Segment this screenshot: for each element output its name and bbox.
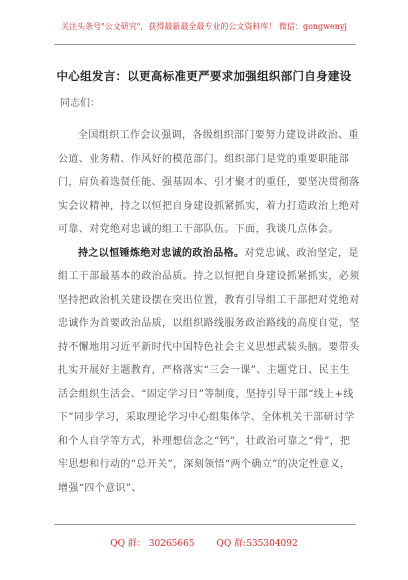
paragraph-loyalty xyxy=(58,242,360,501)
header-divider xyxy=(54,44,356,45)
footer-contacts xyxy=(0,536,408,549)
paragraph-intro: 全国组织工作会议强调，各级组织部门要努力建设讲政治、重公道、业务精、作风好的模范部门。组织部门是党的重要职能部门，肩负着选贤任能、强基固本、引才聚才的重任，要坚决贯彻落实会议精神，持之以恒把自身建设抓紧抓实，着力打造政治上绝对可靠、对党绝对忠诚的组工干部队伍。下面，我谈几点体会。 xyxy=(58,130,360,235)
header-banner: 关注头条号"公文研究"，获得最新最全最专业的公文资料库！ 微信：gongwenyj xyxy=(61,22,347,31)
qq-group-2: QQ 群:535304092 xyxy=(216,539,298,549)
document-body xyxy=(58,124,360,500)
document-title: 中心组发言：以更高标准更严要求加强组织部门自身建设 xyxy=(56,69,352,83)
salutation: 同志们： xyxy=(60,98,100,109)
paragraph-lead-heading: 持之以恒锤炼绝对忠诚的政治品格。 xyxy=(78,247,245,259)
footer-divider xyxy=(54,524,356,525)
paragraph-loyalty-text: 对党忠诚、政治坚定，是组工干部最基本的政治品质。持之以恒把自身建设抓紧抓实，必须坚持把政治机关建设摆在突出位置，教育引导组工干部把对党绝对忠诚作为首要政治品质，以组织路线服务政治路线的高度自觉，坚持不懈地用习近平新时代中国特色社会主义思想武装头脑。要带头扎实开展好主题教育，严格落实“三会一课”、主题党日、民主生活会组织生活会、“固定学习日”等制度，坚持引导干部“线上+线下”同步学习，采取理论学习中心组集体学、全体机关干部研讨学和个人自学等方式，补理想信念之“钙”，壮政治可靠之“骨”，把牢思想和行动的“总开关”，深刻领悟“两个确立”的决定性意义，增强“四个意识”、 xyxy=(58,247,360,494)
qq-group-1: QQ 群： 30265665 xyxy=(110,539,195,549)
